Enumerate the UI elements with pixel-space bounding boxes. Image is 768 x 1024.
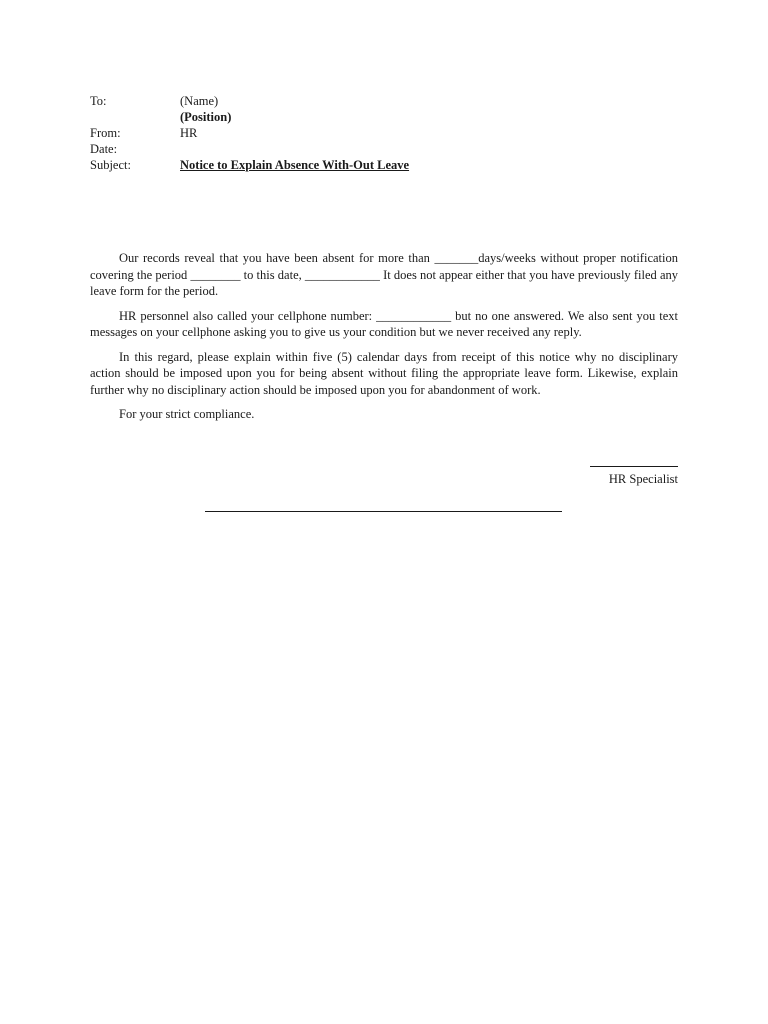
signature-title: HR Specialist: [608, 472, 678, 486]
subject-label: Subject:: [90, 158, 131, 172]
date-label: Date:: [90, 142, 118, 156]
to-row: [90, 93, 690, 109]
from-row: [90, 125, 690, 141]
paragraph-cellphone: HR personnel also called your cellphone number: ____________ but no one answered. We also sent you text messages on your cellphone asking you to give us your condition but we never received any reply.: [90, 308, 678, 339]
position-value: (Position): [180, 110, 232, 124]
from-value: HR: [180, 126, 198, 140]
position-row: [90, 109, 690, 125]
date-row: [90, 141, 690, 157]
date-value: [180, 141, 690, 157]
memo-header: [90, 93, 690, 173]
paragraph-compliance: For your strict compliance.: [119, 407, 255, 421]
to-value: (Name): [180, 94, 219, 108]
bottom-divider: [205, 511, 562, 512]
signature-block: [590, 455, 678, 487]
paragraph-explain: In this regard, please explain within five (5) calendar days from receipt of this notice why no disciplinary action should be imposed upon you for being absent without filing the appropriate leave form. Likewise, explain further why no disciplinary action should be imposed upon you for abandonment of work.: [90, 349, 678, 397]
position-spacer: [90, 109, 180, 125]
memo-body: [90, 250, 678, 431]
paragraph-absence: Our records reveal that you have been absent for more than _______days/weeks without proper notification covering the period ________ to this date, ____________ It does not appear either that you have previously filed any leave form for the period.: [90, 251, 678, 298]
to-label: To:: [90, 94, 107, 108]
subject-row: [90, 157, 690, 173]
signature-line: [590, 456, 678, 467]
subject-value: Notice to Explain Absence With-Out Leave: [180, 158, 410, 172]
from-label: From:: [90, 126, 121, 140]
